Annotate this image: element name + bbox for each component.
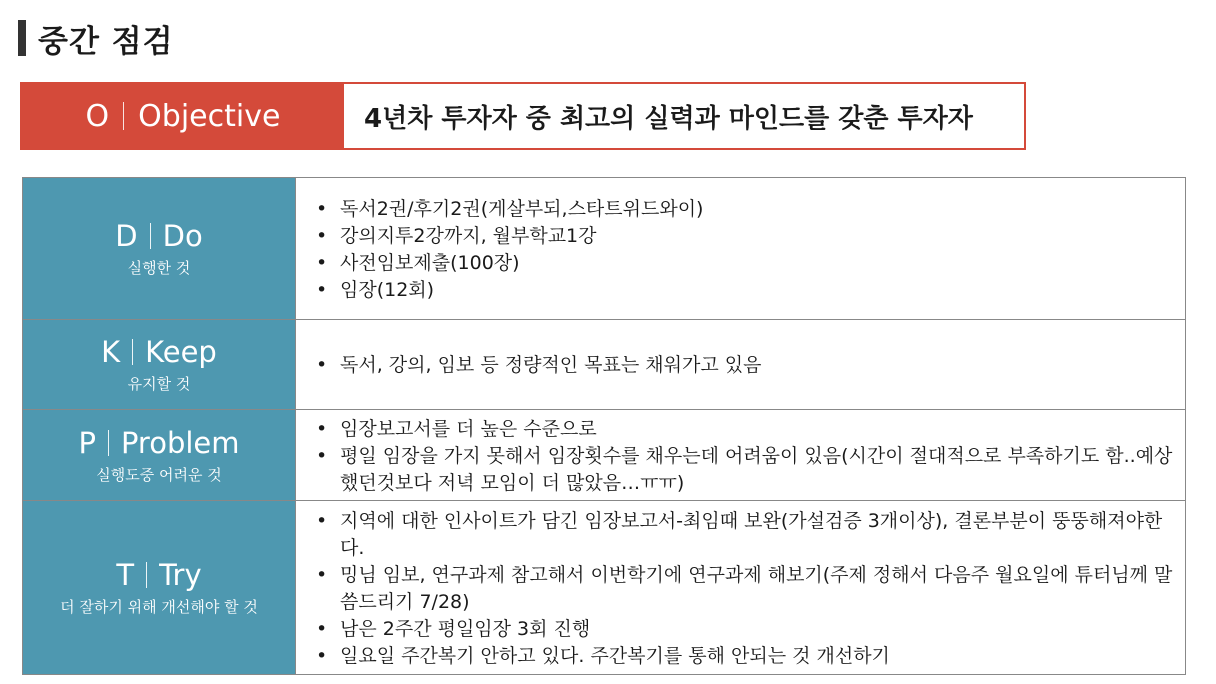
row-subtitle: 실행한 것	[127, 259, 191, 277]
row-letter: D	[115, 219, 138, 253]
row-subtitle: 실행도중 어려운 것	[96, 465, 222, 484]
list-item: • 임장(12회)	[306, 277, 703, 304]
list-item: • 남은 2주간 평일임장 3회 진행	[306, 616, 1177, 643]
row-label-keep	[23, 320, 296, 409]
row-content-problem	[296, 410, 1185, 500]
title-accent-bar	[18, 20, 26, 56]
row-word: Do	[162, 219, 203, 253]
list-item: • 임장보고서를 더 높은 수준으로	[306, 416, 1177, 443]
list-item: • 독서, 강의, 임보 등 정량적인 목표는 채워가고 있음	[306, 352, 761, 379]
list-item: • 평일 임장을 가지 못해서 임장횟수를 채우는데 어려움이 있음(시간이 절대적으로 부족하기도 함..예상했던것보다 저녁 모임이 더 많았음…ㅠㅠ)	[306, 443, 1177, 497]
dkpt-table	[22, 177, 1186, 675]
row-content-do	[296, 178, 1185, 319]
list-item: • 일요일 주간복기 안하고 있다. 주간복기를 통해 안되는 것 개선하기	[306, 643, 1177, 670]
list-item: • 강의지투2강까지, 월부학교1강	[306, 223, 703, 250]
row-subtitle: 유지할 것	[127, 375, 191, 393]
label-separator	[108, 430, 109, 456]
row-label-do	[23, 178, 296, 319]
row-word: Try	[159, 558, 202, 592]
objective-box	[20, 82, 1026, 150]
label-separator	[132, 339, 133, 365]
row-try	[23, 500, 1185, 674]
list-item: • 독서2권/후기2권(게살부되,스타트위드와이)	[306, 196, 703, 223]
objective-text: 4년차 투자자 중 최고의 실력과 마인드를 갖춘 투자자	[364, 103, 973, 134]
row-letter: T	[116, 558, 135, 592]
row-do	[23, 178, 1185, 319]
page-title-block	[18, 14, 174, 62]
objective-label	[22, 84, 344, 148]
list-item: • 지역에 대한 인사이트가 담긴 임장보고서-최임때 보완(가설검증 3개이상), 결론부분이 뚱뚱해져야한다.	[306, 508, 1177, 562]
row-keep	[23, 319, 1185, 409]
label-separator	[150, 223, 151, 249]
objective-letter: O	[85, 98, 110, 134]
row-problem	[23, 409, 1185, 500]
label-separator	[146, 562, 147, 588]
row-content-try	[296, 501, 1185, 674]
row-content-keep	[296, 320, 1185, 409]
row-subtitle: 더 잘하기 위해 개선해야 할 것	[60, 598, 258, 616]
page-title: 중간 점검	[38, 23, 174, 60]
row-word: Keep	[145, 335, 217, 369]
row-word: Problem	[120, 425, 240, 460]
row-letter: K	[101, 335, 121, 369]
row-label-try	[23, 501, 296, 674]
list-item: • 밍님 임보, 연구과제 참고해서 이번학기에 연구과제 해보기(주제 정해서 다음주 월요일에 튜터님께 말씀드리기 7/28)	[306, 562, 1177, 616]
objective-word: Objective	[138, 98, 281, 134]
row-label-problem	[23, 410, 296, 500]
objective-separator	[123, 102, 124, 130]
row-letter: P	[78, 425, 96, 460]
list-item: • 사전임보제출(100장)	[306, 250, 703, 277]
